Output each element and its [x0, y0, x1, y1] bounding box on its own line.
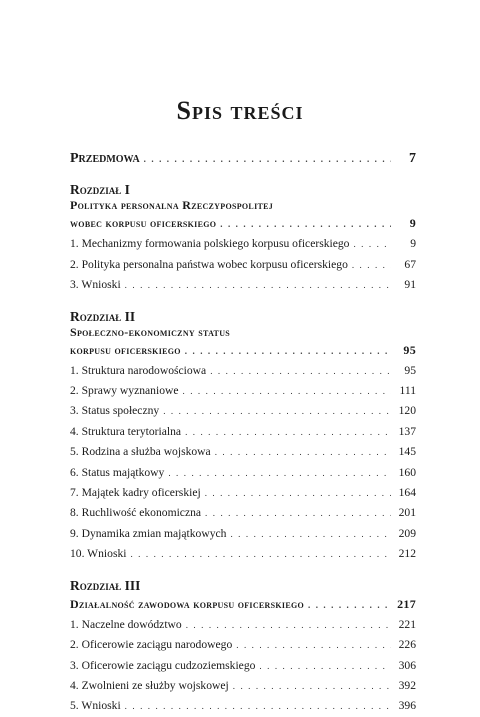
table-of-contents — [70, 149, 416, 717]
dot-leader — [125, 276, 391, 295]
entry-label: 2. Polityka personalna państwa wobec korpusu oficerskiego — [70, 257, 348, 271]
chapter-title-line: wobec korpusu oficerskiego — [70, 216, 217, 231]
chapter-title-line: Działalność zawodowa korpusu oficerskiego — [70, 596, 305, 611]
toc-entry[interactable] — [70, 656, 416, 676]
dot-leader — [230, 525, 391, 544]
entry-page: 160 — [398, 465, 416, 479]
chapter-3 — [70, 577, 416, 717]
entry-page: 221 — [398, 617, 416, 631]
entry-page: 120 — [398, 404, 416, 418]
toc-entry[interactable] — [70, 544, 416, 564]
entry-page: 396 — [398, 699, 416, 713]
entry-label: 2. Oficerowie zaciągu narodowego — [70, 638, 233, 652]
chapter-heading: Rozdział III — [70, 577, 141, 593]
entry-page: 164 — [398, 486, 416, 500]
toc-entry[interactable] — [70, 234, 416, 254]
entry-page: 9 — [409, 216, 416, 231]
toc-entry[interactable] — [70, 524, 416, 544]
entry-label: 6. Status majątkowy — [70, 465, 165, 479]
dot-leader — [353, 235, 391, 254]
dot-leader — [144, 150, 391, 169]
entry-label: 8. Ruchliwość ekonomiczna — [70, 506, 202, 520]
chapter-title-line: Społeczno-ekonomiczny status — [70, 324, 231, 339]
dot-leader — [210, 362, 391, 381]
toc-entry[interactable] — [70, 676, 416, 696]
entry-page: 111 — [399, 384, 416, 398]
dot-leader — [130, 545, 391, 564]
entry-label: 3. Wnioski — [70, 278, 121, 292]
chapter-2 — [70, 308, 416, 565]
toc-entry[interactable] — [70, 401, 416, 421]
toc-entry[interactable] — [70, 361, 416, 381]
entry-page: 392 — [398, 678, 416, 692]
entry-page: 201 — [398, 506, 416, 520]
entry-page: 95 — [404, 363, 416, 377]
entry-page: 145 — [398, 445, 416, 459]
toc-entry-chapter[interactable] — [70, 340, 416, 361]
dot-leader — [259, 657, 391, 676]
entry-label: 4. Struktura terytorialna — [70, 424, 182, 438]
entry-label: 1. Mechanizmy formowania polskiego korpusu oficerskiego — [70, 237, 350, 251]
toc-entry-chapter[interactable] — [70, 594, 416, 615]
toc-entry[interactable] — [70, 275, 416, 295]
chapter-title-line: Polityka personalna Rzeczypospolitej — [70, 198, 274, 213]
toc-entry[interactable] — [70, 696, 416, 716]
entry-page: 212 — [398, 547, 416, 561]
entry-label: 10. Wnioski — [70, 547, 127, 561]
entry-label: 5. Wnioski — [70, 699, 121, 713]
dot-leader — [236, 636, 391, 655]
entry-label: 2. Sprawy wyznaniowe — [70, 384, 179, 398]
entry-label: 5. Rodzina a służba wojskowa — [70, 445, 211, 459]
entry-page: 306 — [398, 658, 416, 672]
entry-page: 137 — [398, 424, 416, 438]
toc-entry[interactable] — [70, 483, 416, 503]
chapter-1 — [70, 181, 416, 295]
dot-leader — [125, 697, 391, 716]
entry-page: 91 — [404, 278, 416, 292]
toc-entry[interactable] — [70, 255, 416, 275]
dot-leader — [168, 464, 391, 483]
entry-label: 4. Zwolnieni ze służby wojskowej — [70, 678, 229, 692]
toc-entry[interactable] — [70, 442, 416, 462]
entry-page: 95 — [403, 342, 416, 357]
dot-leader — [163, 402, 391, 421]
entry-label: 3. Oficerowie zaciągu cudzoziemskiego — [70, 658, 256, 672]
toc-entry-chapter[interactable] — [70, 213, 416, 234]
entry-label: 1. Struktura narodowościowa — [70, 363, 207, 377]
toc-entry[interactable] — [70, 635, 416, 655]
page-title: Spis treści — [176, 96, 304, 125]
entry-label: Przedmowa — [70, 151, 140, 166]
dot-leader — [215, 443, 391, 462]
entry-label: 1. Naczelne dowództwo — [70, 617, 182, 631]
dot-leader — [220, 214, 391, 234]
dot-leader — [205, 504, 391, 523]
entry-page: 9 — [410, 237, 416, 251]
toc-entry-preface[interactable] — [70, 149, 416, 169]
entry-page: 209 — [398, 526, 416, 540]
entry-page: 7 — [409, 151, 416, 166]
dot-leader — [352, 256, 391, 275]
entry-label: 7. Majątek kadry oficerskiej — [70, 486, 201, 500]
toc-entry[interactable] — [70, 503, 416, 523]
toc-entry[interactable] — [70, 381, 416, 401]
dot-leader — [205, 484, 391, 503]
entry-page: 67 — [404, 257, 416, 271]
dot-leader — [308, 595, 391, 615]
toc-entry[interactable] — [70, 422, 416, 442]
dot-leader — [183, 382, 391, 401]
entry-label: 9. Dynamika zmian majątkowych — [70, 526, 227, 540]
toc-entry[interactable] — [70, 463, 416, 483]
entry-page: 217 — [397, 596, 416, 611]
dot-leader — [233, 677, 391, 696]
toc-entry[interactable] — [70, 615, 416, 635]
dot-leader — [185, 423, 391, 442]
dot-leader — [186, 616, 391, 635]
chapter-title-line: korpusu oficerskiego — [70, 342, 181, 357]
chapter-heading: Rozdział II — [70, 308, 136, 324]
dot-leader — [185, 341, 391, 361]
entry-label: 3. Status społeczny — [70, 404, 160, 418]
chapter-heading: Rozdział I — [70, 182, 130, 198]
entry-page: 226 — [398, 638, 416, 652]
